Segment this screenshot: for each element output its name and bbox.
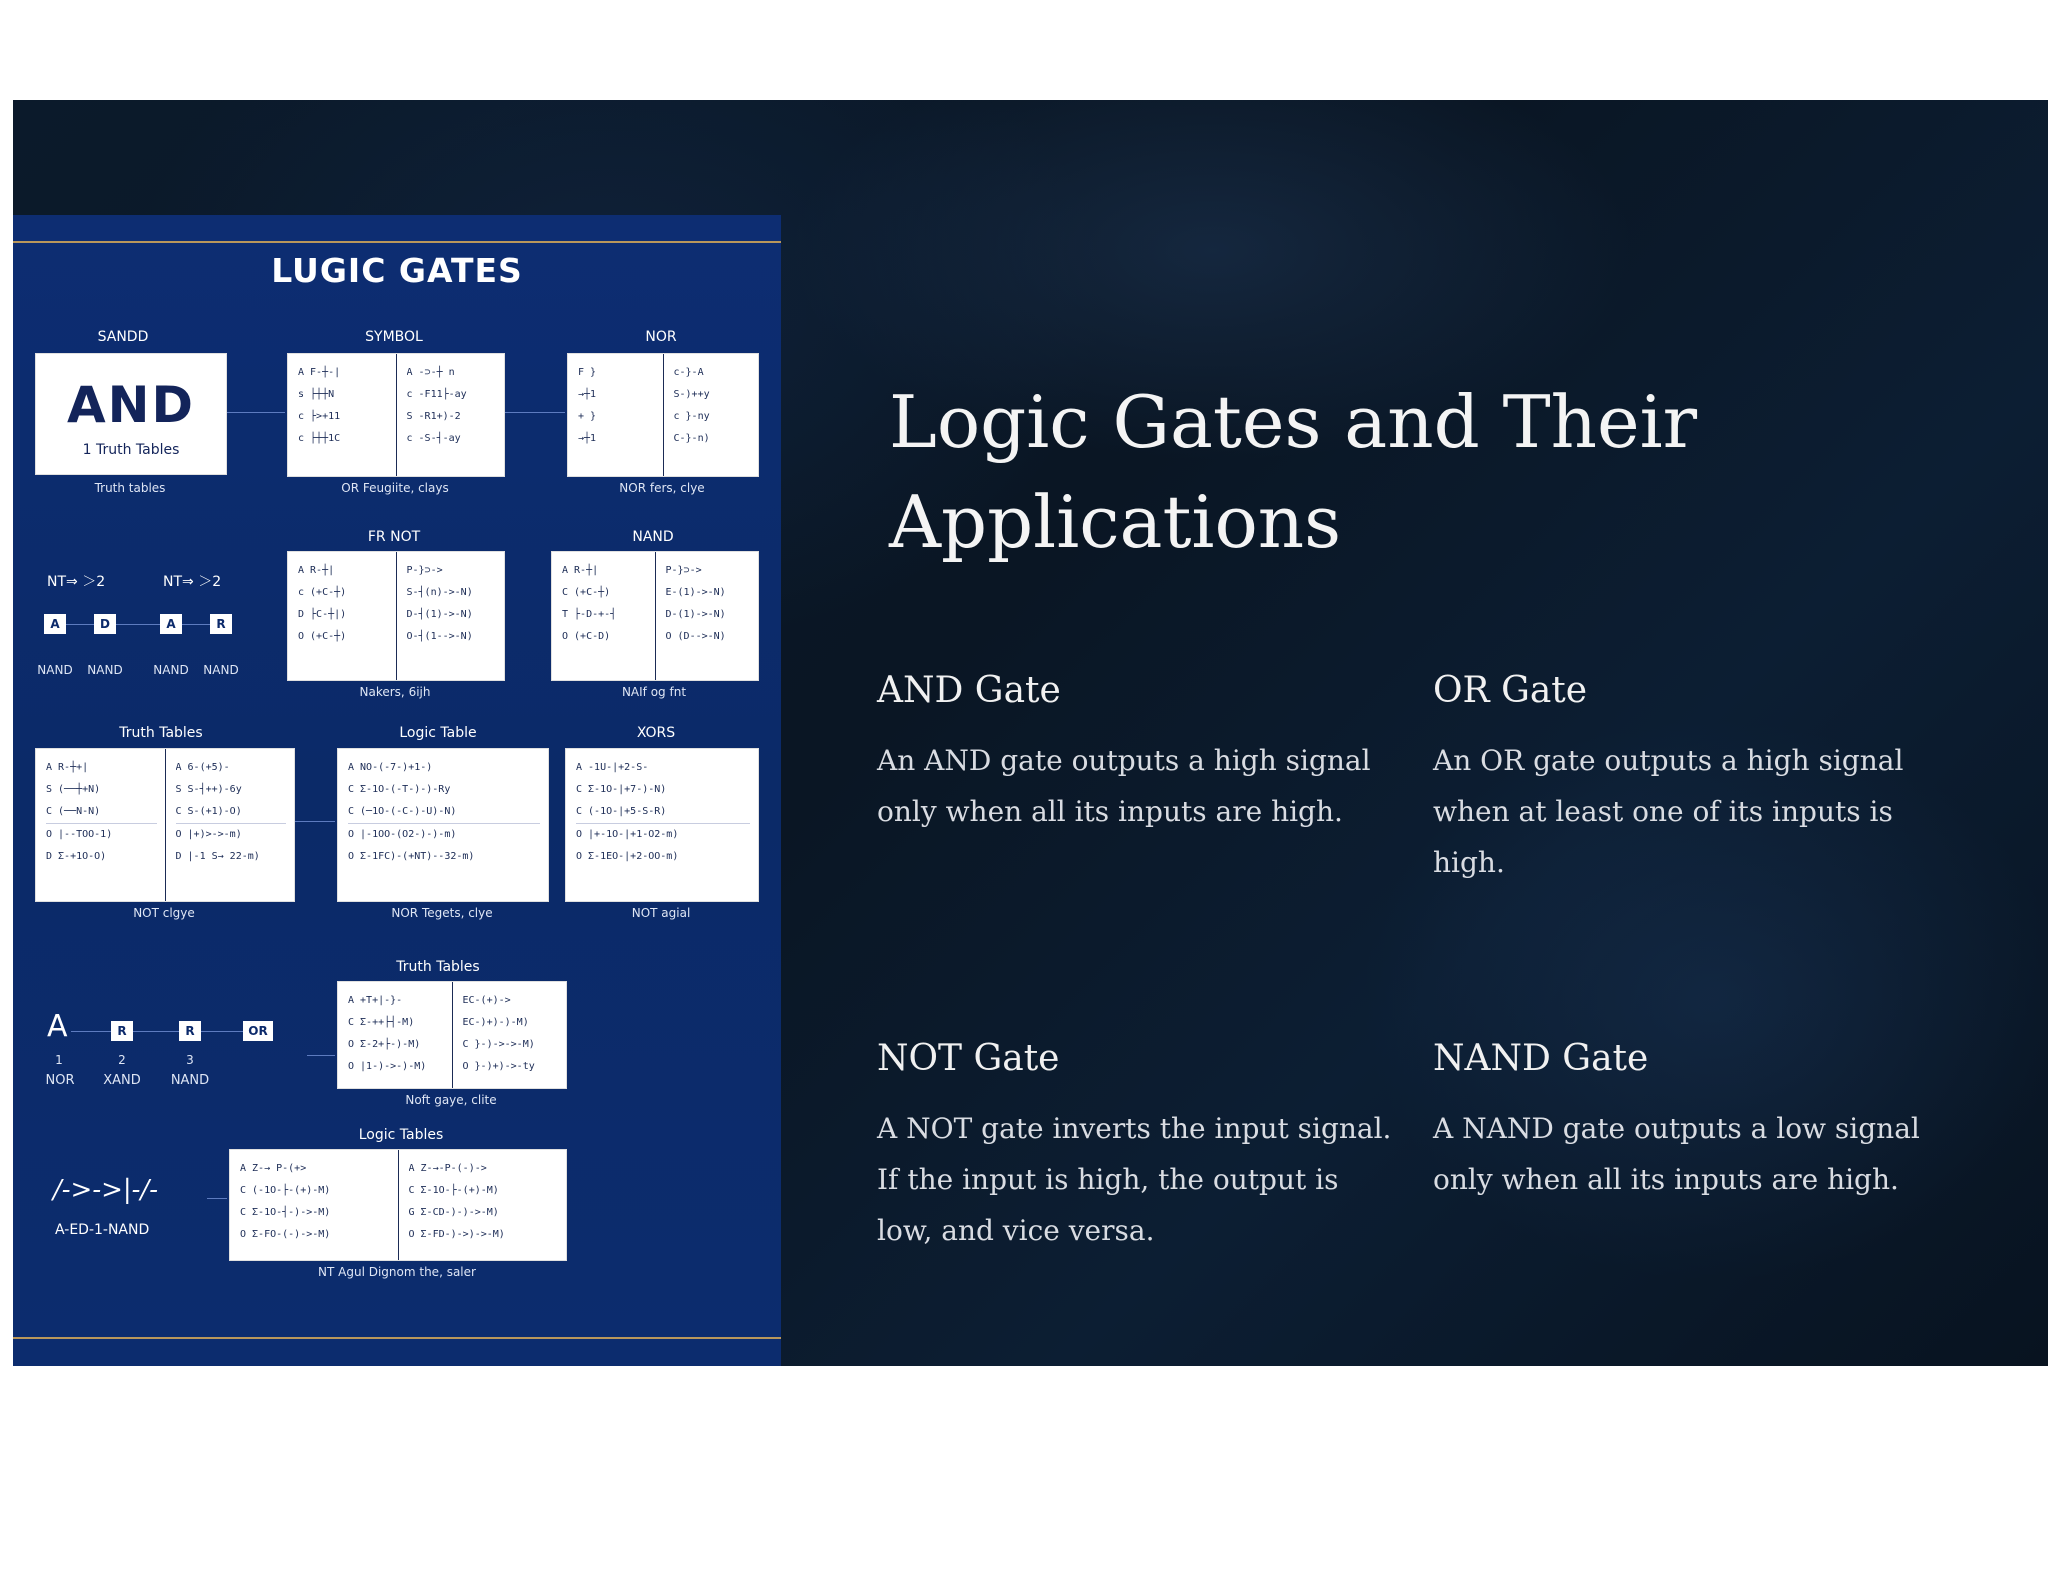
table-row: c ├┼┼1C xyxy=(298,433,341,444)
connector xyxy=(71,1031,111,1032)
table-column xyxy=(452,982,567,1088)
table-row: C (──N-N) xyxy=(46,806,101,817)
table-column xyxy=(663,354,759,476)
label-symbol: SYMBOL xyxy=(365,329,423,345)
table-row: C S-(+1)-O) xyxy=(175,806,242,817)
table-row: c ├>+11 xyxy=(298,411,341,422)
chain-num-3: 3 xyxy=(186,1053,194,1067)
logic-gates-poster xyxy=(13,215,781,1366)
nand-gate-card xyxy=(1433,1039,1953,1205)
formula-sub: A-ED-1-NAND xyxy=(55,1222,150,1238)
chain-chip-3: OR xyxy=(243,1021,273,1041)
table-row: O-┤(1-->-N) xyxy=(406,631,473,642)
poster-title: LUGIC GATES xyxy=(271,251,523,290)
chip-sub-1: NAND xyxy=(37,663,73,677)
table-column xyxy=(338,749,548,901)
and-gate-title: AND Gate xyxy=(877,670,1061,711)
table-row: O |-1OO-(O2-)-)-m) xyxy=(348,823,540,846)
and-box xyxy=(35,353,227,475)
table-row: A R-┼| xyxy=(562,565,599,576)
table-column xyxy=(655,552,759,680)
label-nand: NAND xyxy=(632,529,674,545)
table-row: O (+C-┼) xyxy=(298,631,347,642)
label-sandd: SANDD xyxy=(97,329,149,345)
table-column xyxy=(398,1150,567,1260)
poster-top-rule xyxy=(13,241,781,243)
table-row: O |1-)->-)-M) xyxy=(348,1061,427,1072)
not-gate-card xyxy=(877,1039,1397,1256)
logic-table xyxy=(337,748,549,902)
chip-sub-2: NAND xyxy=(87,663,123,677)
table-column xyxy=(566,749,758,901)
caption-or: OR Feugiite, clays xyxy=(341,481,449,495)
table-row: P-}⊃-> xyxy=(406,565,443,576)
table-row: O |+-1O-|+1-O2-m) xyxy=(576,823,750,846)
label-fr-not: FR NOT xyxy=(367,529,421,545)
table-row: C Σ-1O-|+7-)-N) xyxy=(576,784,667,795)
table-row: A Z-→ P-(+> xyxy=(240,1163,307,1174)
table-row: + } xyxy=(578,411,597,422)
table-row: C Σ-++├┤-M) xyxy=(348,1017,415,1028)
and-gate-card xyxy=(877,671,1397,837)
table-row: O |--TOO-1) xyxy=(46,823,157,846)
table-column xyxy=(396,552,505,680)
table-row: C (-1O-|+5-S-R) xyxy=(576,806,667,817)
table-row: S (──┼+N) xyxy=(46,784,101,795)
or-gate-card xyxy=(1433,671,1953,888)
caption-nor-tegets: NOR Tegets, clye xyxy=(391,906,493,920)
table-row: O Σ-FO-(-)->-M) xyxy=(240,1229,331,1240)
caption-nt-agul: NT Agul Dignom the, saler xyxy=(318,1265,476,1279)
table-row: D ├C-┼|) xyxy=(298,609,347,620)
chip-sub-3: NAND xyxy=(153,663,189,677)
table-row: A Z-→-P-(-)-> xyxy=(408,1163,487,1174)
table-row: A F-┼-| xyxy=(298,367,341,378)
caption-nor: NOR fers, clye xyxy=(619,481,705,495)
table-row: T ├-D-+-┤ xyxy=(562,609,617,620)
table-row: c-}-A xyxy=(673,367,704,378)
table-row: O Σ-1EO-|+2-OO-m) xyxy=(576,851,679,862)
not-gate-title: NOT Gate xyxy=(877,1038,1060,1079)
chain-num-2: 2 xyxy=(118,1053,126,1067)
slide-background xyxy=(13,100,2048,1366)
table-row: D-┤(1)->-N) xyxy=(406,609,473,620)
nand-gate-text: A NAND gate outputs a low signal only when all its inputs are high. xyxy=(1433,1112,1920,1196)
table-row: c }-ny xyxy=(673,411,710,422)
table-row: A R-┼+| xyxy=(46,762,89,773)
table-column xyxy=(552,552,655,680)
symbol-table xyxy=(287,353,505,477)
chip-r: R xyxy=(210,614,232,634)
table-row: A R-┼| xyxy=(298,565,335,576)
connector xyxy=(116,624,160,625)
table-column xyxy=(288,354,396,476)
table-row: O (D-->-N) xyxy=(665,631,726,642)
connector xyxy=(295,821,335,822)
label-xors: XORS xyxy=(636,725,676,741)
table-row: EC-(+)-> xyxy=(462,995,511,1006)
chain-sub-1: NOR xyxy=(45,1073,75,1088)
chain-sub-2: XAND xyxy=(103,1073,141,1088)
table-row: S S-┤++)-6y xyxy=(175,784,242,795)
table-row: →┼1 xyxy=(578,433,597,444)
page-title xyxy=(889,372,1789,572)
label-nor: NOR xyxy=(645,329,677,345)
caption-noft: Noft gaye, clite xyxy=(405,1093,497,1107)
truth-table xyxy=(35,748,295,902)
and-gate-text: An AND gate outputs a high signal only when all its inputs are high. xyxy=(877,744,1371,828)
table-row: S-)++y xyxy=(673,389,710,400)
table-row: O }-)+)->-ty xyxy=(462,1061,535,1072)
table-row: A -1U-|+2-S- xyxy=(576,762,649,773)
nt-label-1: NT⇒ ＞2 xyxy=(47,574,106,590)
table-column xyxy=(288,552,396,680)
not-gate-text: A NOT gate inverts the input signal. If the input is high, the output is low, and vice versa. xyxy=(877,1112,1392,1247)
label-truth-tables: Truth Tables xyxy=(119,725,203,741)
table-row: O Σ-1FC)-(+NT)--32-m) xyxy=(348,851,475,862)
table-row: C }-)->->-M) xyxy=(462,1039,535,1050)
chip-a: A xyxy=(44,614,66,634)
table-column xyxy=(568,354,663,476)
connector xyxy=(227,412,285,413)
table-row: c (+C-┼) xyxy=(298,587,347,598)
table-row: A NO-(-7-)+1-) xyxy=(348,762,433,773)
table-row: C Σ-1O-┤-)->-M) xyxy=(240,1207,331,1218)
nand-gate-title: NAND Gate xyxy=(1433,1038,1649,1079)
or-gate-title: OR Gate xyxy=(1433,670,1588,711)
table-row: c -F11├-ay xyxy=(406,389,467,400)
chip-sub-4: NAND xyxy=(203,663,239,677)
chain-chip-2: R xyxy=(179,1021,201,1041)
and-box-small: 1 Truth Tables xyxy=(82,442,180,458)
connector xyxy=(207,1198,227,1199)
label-logic-tables: Logic Tables xyxy=(358,1127,444,1143)
table-column xyxy=(338,982,452,1088)
table-row: O Σ-2+├-)-M) xyxy=(348,1039,421,1050)
title-line-2: Applications xyxy=(889,480,1342,565)
chip-a-2: A xyxy=(160,614,182,634)
table-row: C Σ-1O-├-(+)-M) xyxy=(408,1185,499,1196)
poster-bottom-rule xyxy=(13,1337,781,1339)
table-column xyxy=(230,1150,398,1260)
table-row: C-}-n) xyxy=(673,433,710,444)
caption-not-agial: NOT agial xyxy=(631,906,691,920)
table-row: O |+)>->-m) xyxy=(176,823,287,846)
chain-num-1: 1 xyxy=(55,1053,63,1067)
table-row: D Σ-+1O-O) xyxy=(46,851,107,862)
logic-tables xyxy=(229,1149,567,1261)
table-row: A 6-(+5)- xyxy=(175,762,230,773)
connector xyxy=(66,624,94,625)
connector xyxy=(201,1031,243,1032)
nand-table xyxy=(551,551,759,681)
caption-naif: NAIf og fnt xyxy=(621,685,687,699)
connector xyxy=(505,412,565,413)
truth-table-2 xyxy=(337,981,567,1089)
nt-label-2: NT⇒ ＞2 xyxy=(163,574,222,590)
connector xyxy=(133,1031,179,1032)
caption-nakers: Nakers, 6ijh xyxy=(359,685,431,699)
nor-table xyxy=(567,353,759,477)
table-row: EC-)+)-)-M) xyxy=(462,1017,529,1028)
or-gate-text: An OR gate outputs a high signal when at least one of its inputs is high. xyxy=(1433,744,1904,879)
table-row: C Σ-1O-(-T-)-)-Ry xyxy=(348,784,451,795)
table-row: C (-1O-├-(+)-M) xyxy=(240,1185,331,1196)
table-row: →┼1 xyxy=(578,389,597,400)
title-line-1: Logic Gates and Their xyxy=(889,380,1698,465)
table-row: D |-1 S→ 22-m) xyxy=(175,851,260,862)
formula-expr: /->->|-/- xyxy=(53,1175,158,1205)
connector xyxy=(182,624,210,625)
and-box-big: AND xyxy=(66,376,196,434)
chip-d: D xyxy=(94,614,116,634)
table-row: A +T+|-}- xyxy=(348,995,403,1006)
table-column xyxy=(396,354,505,476)
table-row: C (─1O-(-C-)-U)-N) xyxy=(348,806,457,817)
table-row: A -⊃-┼ n xyxy=(406,367,455,378)
label-logic-table: Logic Table xyxy=(399,725,477,741)
table-row: O (+C-D) xyxy=(562,631,611,642)
table-row: D-(1)->-N) xyxy=(665,609,726,620)
table-column xyxy=(36,749,165,901)
caption-not-clgye: NOT clgye xyxy=(133,906,195,920)
table-row: S-┤(n)->-N) xyxy=(406,587,473,598)
caption-truth-tables: Truth tables xyxy=(94,481,166,495)
table-row: C (+C-┼) xyxy=(562,587,611,598)
table-row: P-}⊃-> xyxy=(665,565,702,576)
xors-table xyxy=(565,748,759,902)
table-row: E-(1)->-N) xyxy=(665,587,726,598)
table-row: O Σ-FD-)->)->-M) xyxy=(408,1229,505,1240)
connector xyxy=(307,1055,335,1056)
table-row: c -S-┤-ay xyxy=(406,433,461,444)
table-row: F } xyxy=(578,367,597,378)
fr-not-table xyxy=(287,551,505,681)
table-column xyxy=(165,749,295,901)
chain-chip-1: R xyxy=(111,1021,133,1041)
chain-sub-3: NAND xyxy=(170,1073,210,1088)
table-row: S -R1+)-2 xyxy=(406,411,461,422)
chain-a: A xyxy=(47,1009,68,1044)
table-row: G Σ-CD-)-)->-M) xyxy=(408,1207,499,1218)
label-truth-tables-2: Truth Tables xyxy=(396,959,480,975)
table-row: s ├┼┼N xyxy=(298,389,335,400)
